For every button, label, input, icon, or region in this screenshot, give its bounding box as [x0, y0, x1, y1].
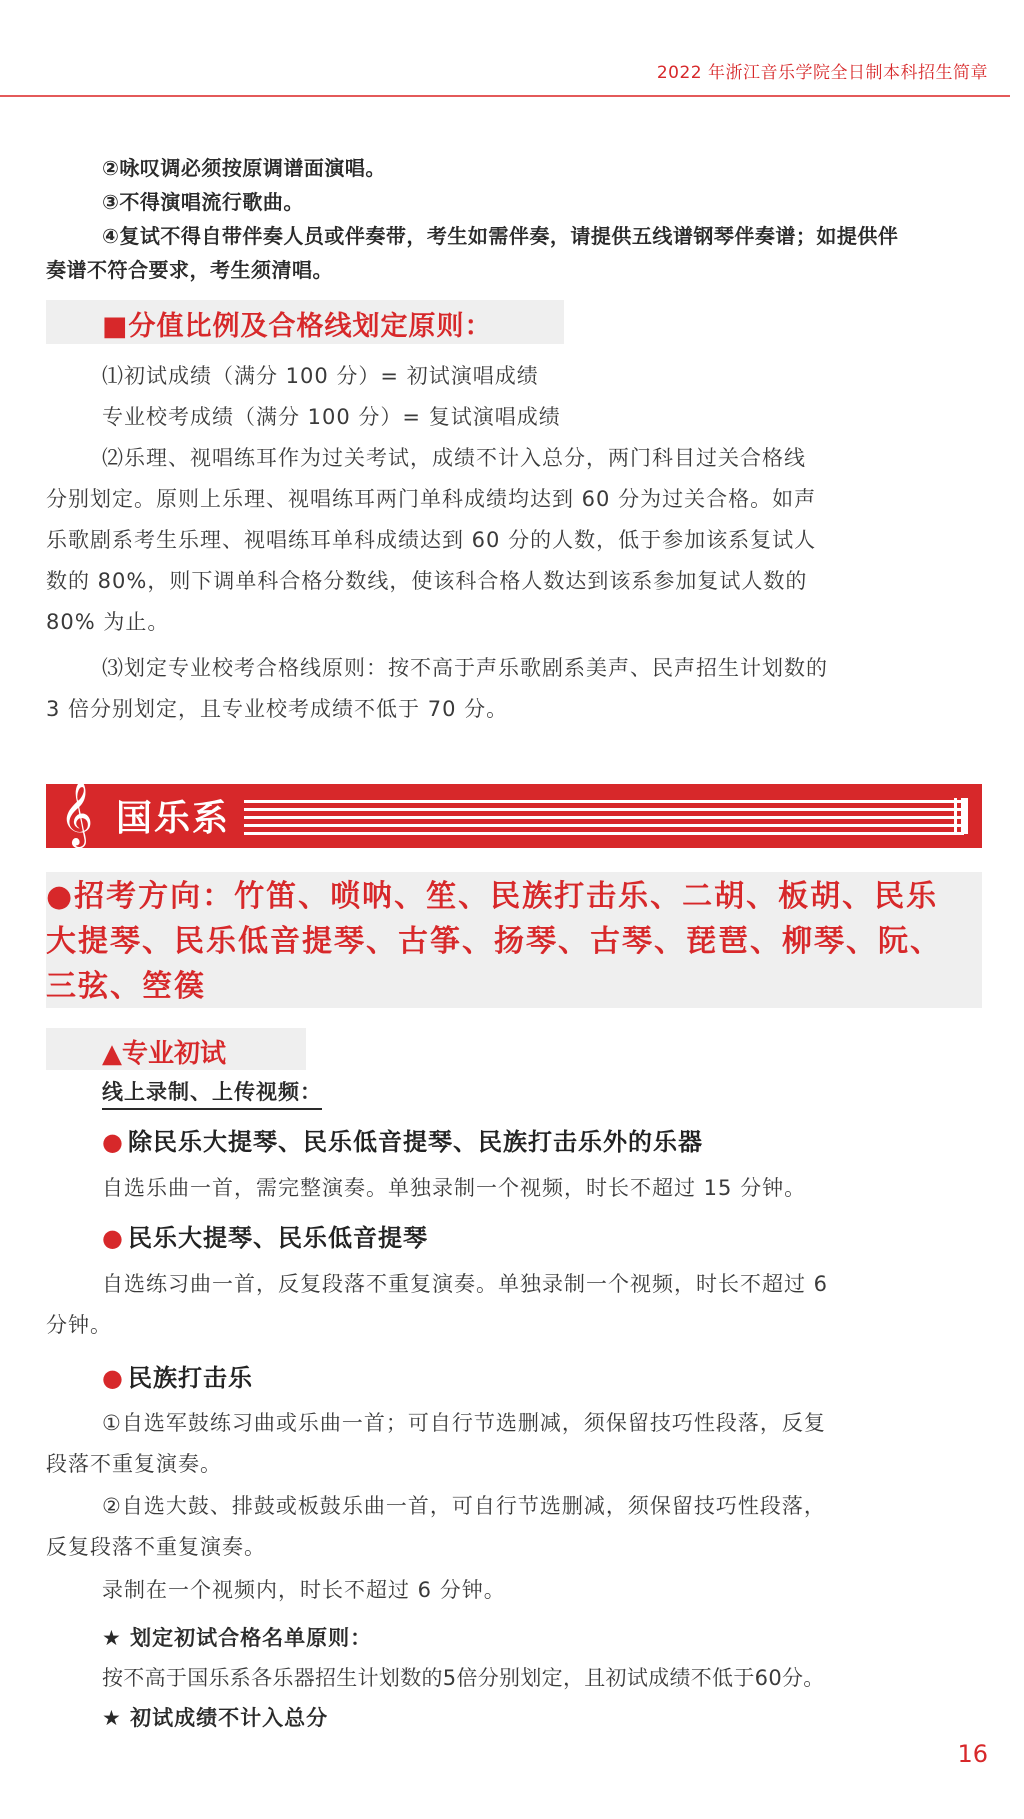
pass-list-rule-text: 按不高于国乐系各乐器招生计划数的5倍分别划定，且初试成绩不低于60分。 [102, 1666, 825, 1690]
department-title: 国乐系 [116, 797, 231, 839]
online-upload-label: 线上录制、上传视频： [102, 1076, 322, 1110]
instrument-group-2-heading [102, 1220, 428, 1256]
pass-list-rule-heading: ★ 划定初试合格名单原则： [102, 1626, 373, 1650]
barline-thin [954, 798, 957, 834]
preliminary-exam-heading [46, 1028, 306, 1070]
instrument-group-1-text: 自选乐曲一首，需完整演奏。单独录制一个视频，时长不超过 15 分钟。 [102, 1176, 807, 1200]
red-bullet-icon: ● [102, 1224, 124, 1252]
treble-clef-icon: 𝄞 [60, 781, 94, 846]
barline-thick [961, 798, 968, 834]
staff-line [244, 816, 964, 819]
rule-item-4-line-1: ④复试不得自带伴奏人员或伴奏带，考生如需伴奏，请提供五线谱钢琴伴奏谱；如提供伴 [102, 224, 899, 248]
recruitment-direction-line-1: ●招考方向：竹笛、唢呐、笙、民族打击乐、二胡、板胡、民乐 [46, 879, 939, 914]
score-paragraph-2: 专业校考成绩（满分 100 分）= 复试演唱成绩 [102, 405, 561, 429]
rule-item-2: ②咏叹调必须按原调谱面演唱。 [102, 156, 386, 180]
rule-item-3: ③不得演唱流行歌曲。 [102, 190, 304, 214]
instrument-group-3-heading [102, 1360, 253, 1396]
recruitment-direction-line-2: 大提琴、民乐低音提琴、古筝、扬琴、古琴、琵琶、柳琴、阮、 [46, 924, 942, 959]
instrument-group-2-text-line-1: 自选练习曲一首，反复段落不重复演奏。单独录制一个视频，时长不超过 6 [102, 1272, 829, 1296]
rule-item-4-line-2: 奏谱不符合要求，考生须清唱。 [46, 258, 333, 282]
staff-line [244, 824, 964, 827]
percussion-recording-note: 录制在一个视频内，时长不超过 6 分钟。 [102, 1578, 506, 1602]
score-paragraph-3-line-4: 数的 80%，则下调单科合格分数线，使该科合格人数达到该系参加复试人数的 [46, 569, 808, 593]
red-bullet-icon: ● [102, 1364, 124, 1392]
percussion-item-2-line-2: 反复段落不重复演奏。 [46, 1535, 266, 1559]
instrument-group-2-text-line-2: 分钟。 [46, 1313, 112, 1337]
page-number: 16 [957, 1740, 988, 1768]
percussion-item-2-line-1: ②自选大鼓、排鼓或板鼓乐曲一首，可自行节选删减，须保留技巧性段落， [102, 1494, 826, 1518]
instrument-group-1-heading [102, 1124, 703, 1160]
score-section-heading [46, 300, 564, 344]
score-section-heading-text: ■分值比例及合格线划定原则： [102, 311, 493, 342]
recruitment-direction-box [46, 872, 982, 1008]
instrument-group-1-title: 除民乐大提琴、民乐低音提琴、民族打击乐外的乐器 [127, 1128, 703, 1156]
percussion-item-1-line-1: ①自选军鼓练习曲或乐曲一首；可自行节选删减，须保留技巧性段落，反复 [102, 1411, 826, 1435]
preliminary-exam-heading-text: ▲专业初试 [102, 1039, 226, 1069]
department-banner [46, 781, 982, 848]
score-paragraph-4-line-2: 3 倍分别划定，且专业校考成绩不低于 70 分。 [46, 697, 509, 721]
percussion-item-1-line-2: 段落不重复演奏。 [46, 1452, 222, 1476]
header-divider [0, 95, 1010, 97]
score-paragraph-3-line-2: 分别划定。原则上乐理、视唱练耳两门单科成绩均达到 60 分为过关合格。如声 [46, 487, 817, 511]
score-paragraph-3-line-1: ⑵乐理、视唱练耳作为过关考试，成绩不计入总分，两门科目过关合格线 [102, 446, 806, 470]
header-title: 2022 年浙江音乐学院全日制本科招生简章 [656, 63, 988, 83]
instrument-group-2-title: 民乐大提琴、民乐低音提琴 [127, 1224, 428, 1252]
score-paragraph-3-line-3: 乐歌剧系考生乐理、视唱练耳单科成绩达到 60 分的人数，低于参加该系复试人 [46, 528, 817, 552]
red-bullet-icon: ● [102, 1128, 124, 1156]
score-paragraph-1: ⑴初试成绩（满分 100 分）= 初试演唱成绩 [102, 364, 539, 388]
staff-line [244, 832, 964, 835]
instrument-group-3-title: 民族打击乐 [127, 1364, 253, 1392]
score-not-counted-note: ★ 初试成绩不计入总分 [102, 1706, 329, 1730]
staff-line [244, 800, 964, 803]
staff-line [244, 808, 964, 811]
score-paragraph-4-line-1: ⑶划定专业校考合格线原则：按不高于声乐歌剧系美声、民声招生计划数的 [102, 656, 828, 680]
score-paragraph-3-line-5: 80% 为止。 [46, 610, 170, 634]
recruitment-direction-line-3: 三弦、箜篌 [46, 969, 206, 1004]
